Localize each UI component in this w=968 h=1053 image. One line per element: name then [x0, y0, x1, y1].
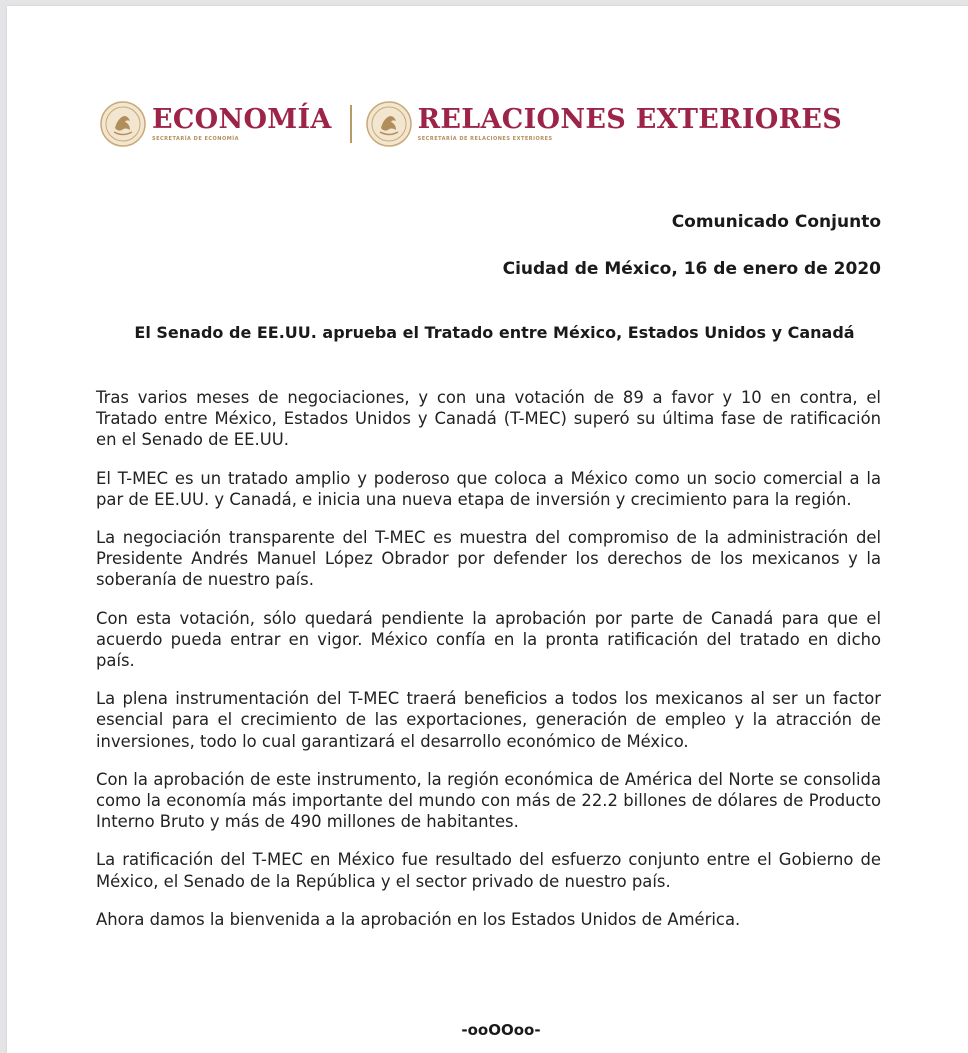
logo-divider: [350, 105, 352, 143]
paragraph: La plena instrumentación del T-MEC traerá beneficios a todos los mexicanos al ser un factor esencial para el crecimiento de las exportaciones, generación de empleo y la atracción de inversiones, todo lo cual garantizará el desarrollo económico de México.: [96, 689, 881, 751]
paragraph: El T-MEC es un tratado amplio y poderoso que coloca a México como un socio comercial a la par de EE.UU. y Canadá, e inicia una nueva etapa de inversión y crecimiento para la región.: [96, 468, 881, 509]
paragraph: Con esta votación, sólo quedará pendiente la aprobación por parte de Canadá para que el acuerdo pueda entrar en vigor. México confía en la pronta ratificación del tratado en dicho país.: [96, 608, 881, 671]
paragraph: Ahora damos la bienvenida a la aprobación en los Estados Unidos de América.: [96, 909, 741, 929]
document-type-label: Comunicado Conjunto: [671, 212, 881, 232]
body-text: [96, 387, 881, 947]
relaciones-exteriores-logo: [418, 105, 842, 143]
closing-mark: -ooOOoo-: [461, 1021, 541, 1039]
mexican-eagle-seal-icon: [100, 101, 146, 147]
relaciones-exteriores-logo-subtitle: SECRETARÍA DE RELACIONES EXTERIORES: [417, 136, 553, 142]
paragraph: Con la aprobación de este instrumento, la región económica de América del Norte se consolida como la economía más importante del mundo con más de 22.2 billones de dólares de Producto Interno Bruto y más de 490 millones de habitantes.: [96, 769, 881, 832]
relaciones-exteriores-logo-text: RELACIONES EXTERIORES: [417, 104, 843, 135]
headline: El Senado de EE.UU. aprueba el Tratado entre México, Estados Unidos y Canadá: [134, 323, 855, 342]
economia-logo-subtitle: SECRETARÍA DE ECONOMÍA: [152, 136, 239, 142]
paragraph: La ratificación del T-MEC en México fue resultado del esfuerzo conjunto entre el Gobierno de México, el Senado de la República y el sector privado de nuestro país.: [96, 850, 881, 891]
paragraph: Tras varios meses de negociaciones, y con una votación de 89 a favor y 10 en contra, el Tratado entre México, Estados Unidos y Canadá (T-MEC) superó su última fase de ratificación en el Senado de EE.UU.: [96, 388, 881, 450]
mexican-eagle-seal-icon: [366, 101, 412, 147]
economia-logo: [152, 105, 332, 143]
paragraph: La negociación transparente del T-MEC es muestra del compromiso de la administración del Presidente Andrés Manuel López Obrador por defender los derechos de los mexicanos y la soberanía de nuestro país.: [96, 528, 881, 590]
economia-logo-text: ECONOMÍA: [152, 104, 332, 135]
dateline: Ciudad de México, 16 de enero de 2020: [502, 259, 881, 279]
header-logos: [100, 96, 842, 152]
document-page: [7, 6, 968, 1053]
